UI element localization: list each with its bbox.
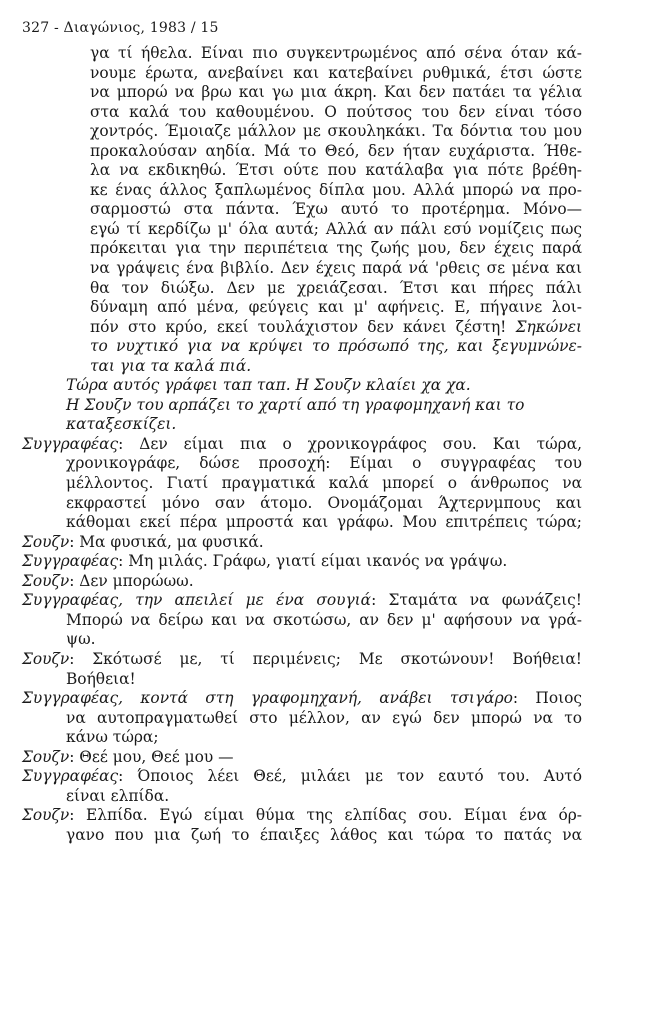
text-segment: : Θεέ μου, Θεέ μου —	[69, 747, 234, 766]
italic-text-segment: Σουζν	[22, 532, 70, 551]
text-line	[22, 787, 582, 807]
text-line	[22, 64, 582, 84]
text-segment: : Μη μιλάς. Γράφω, γιατί είμαι ικανός να γράψω.	[118, 552, 508, 571]
text-line	[22, 748, 582, 768]
text-segment: ψω.	[66, 630, 96, 649]
text-line	[22, 44, 582, 64]
text-segment: να γράψεις ένα βιβλίο. Δεν έχεις παρά νά 'ρθεις σε μένα και	[90, 259, 582, 278]
text-segment: προκαλούσαν αηδία. Μά το Θεό, δεν ήταν ευχάριστα. Ήθε-	[90, 141, 582, 160]
text-segment: δύναμη από μένα, φεύγεις και μ' αφήνεις. Ε, πήγαινε λοι-	[90, 298, 582, 317]
text-segment: γανο που μια ζωή το έπαιξες λάθος και τώρα το πατάς να	[66, 825, 582, 844]
text-segment: : Μα φυσικά, μα φυσικά.	[69, 532, 264, 551]
page-body-text	[22, 44, 582, 845]
text-segment: πρόκειται για την περιπέτεια της ζωής μου, δεν έχεις παρά	[90, 239, 582, 258]
italic-text-segment: ται για τα καλά πιά.	[90, 356, 252, 375]
text-line	[22, 279, 582, 299]
text-line	[22, 611, 582, 631]
text-segment: να αυτοπραγματωθεί στο μέλλον, αν εγώ δεν μπορώ να το	[66, 708, 582, 727]
italic-text-segment: Τώρα αυτός γράφει ταπ ταπ. Η Σουζν κλαίει χα χα.	[66, 376, 471, 395]
text-segment: : Δεν είμαι πια ο χρονικογράφος σου. Και τώρα,	[118, 434, 582, 453]
text-line	[22, 435, 582, 455]
text-segment: Μπορώ να δείρω και να σκοτώσω, αν δεν μ' αφήσουν να γρά-	[66, 610, 582, 629]
text-segment: : Ποιος	[512, 689, 583, 708]
text-line	[22, 318, 582, 338]
text-segment: χοντρός. Έμοιαζε μάλλον με σκουληκάκι. Τα δόντια του μου	[90, 122, 582, 141]
text-line	[22, 806, 582, 826]
text-line	[22, 728, 582, 748]
text-line	[22, 220, 582, 240]
text-line	[22, 572, 582, 592]
text-line	[22, 200, 582, 220]
text-line	[22, 161, 582, 181]
text-line	[22, 454, 582, 474]
text-segment: στα καλά του καθουμένου. Ο πούτσος του δεν είναι τόσο	[90, 102, 582, 121]
text-line	[22, 376, 582, 396]
text-segment: μέλλοντος. Γιατί πραγματικά καλά μπορεί ο άνθρωπος να	[66, 474, 582, 493]
text-segment: : Σταμάτα να φωνάζεις!	[371, 591, 582, 610]
text-line	[22, 767, 582, 787]
text-segment: : Όποιος λέει Θεέ, μιλάει με τον εαυτό του. Αυτό	[118, 767, 582, 786]
text-segment: εγώ τί κερδίζω μ' όλα αυτά; Αλλά αν πάλι εσύ νομίζεις πως	[90, 219, 582, 238]
text-line	[22, 415, 582, 435]
text-line	[22, 337, 582, 357]
text-segment: : Ελπίδα. Εγώ είμαι θύμα της ελπίδας σου. Είμαι ένα όρ-	[69, 806, 582, 825]
italic-text-segment: Συγγραφέας, κοντά στη γραφομηχανή, ανάβει τσιγάρο	[22, 689, 513, 708]
text-line	[22, 591, 582, 611]
text-segment: θα τον διώξω. Δεν με χρειάζεσαι. Έτσι και πήρες πάλι	[90, 278, 582, 297]
text-line	[22, 689, 582, 709]
running-head: 327 - Διαγώνιος, 1983 / 15	[22, 20, 219, 36]
text-line	[22, 181, 582, 201]
text-segment: νουμε έρωτα, ανεβαίνει και κατεβαίνει ρυθμικά, έτσι ώστε	[90, 63, 582, 82]
italic-text-segment: Συγγραφέας	[22, 552, 119, 571]
text-line	[22, 83, 582, 103]
text-line	[22, 396, 582, 416]
italic-text-segment: Η Σουζν του αρπάζει το χαρτί από τη γραφομηχανή και το	[66, 395, 525, 414]
italic-text-segment: Συγγραφέας	[22, 767, 119, 786]
text-line	[22, 259, 582, 279]
text-segment: κάθομαι εκεί πέρα μπροστά και γράφω. Μου επιτρέπεις τώρα;	[66, 513, 582, 532]
text-segment: : Δεν μπορώωω.	[69, 571, 194, 590]
text-line	[22, 239, 582, 259]
text-line	[22, 533, 582, 553]
italic-text-segment: καταξεσκίζει.	[66, 415, 177, 434]
text-segment: πόν στο κρύο, εκεί τουλάχιστον δεν κάνει ζέστη!	[90, 317, 516, 336]
italic-text-segment: Σουζν	[22, 571, 70, 590]
text-line	[22, 494, 582, 514]
text-segment: : Σκότωσέ με, τί περιμένεις; Με σκοτώνουν! Βοήθεια!	[69, 649, 582, 668]
text-segment: να μπορώ να βρω και γω μια άκρη. Και δεν πατάει τα γέλια	[90, 83, 582, 102]
italic-text-segment: Σηκώνει	[515, 317, 582, 336]
text-line	[22, 630, 582, 650]
text-segment: χρονικογράφε, δώσε προσοχή: Είμαι ο συγγραφέας του	[66, 454, 582, 473]
text-line	[22, 357, 582, 377]
text-segment: Βοήθεια!	[66, 669, 136, 688]
text-segment: εκφραστεί μόνο σαν άτομο. Ονομάζομαι Άχτερνμπους και	[66, 493, 582, 512]
italic-text-segment: το νυχτικό για να κρύψει το πρόσωπό της, και ξεγυμνώνε-	[90, 337, 582, 356]
italic-text-segment: Σουζν	[22, 747, 70, 766]
text-line	[22, 670, 582, 690]
text-segment: γα τί ήθελα. Είναι πιο συγκεντρωμένος από σένα όταν κά-	[90, 44, 582, 62]
text-line	[22, 826, 582, 846]
text-segment: κάνω τώρα;	[66, 728, 159, 747]
text-line	[22, 122, 582, 142]
text-line	[22, 650, 582, 670]
italic-text-segment: Σουζν	[22, 649, 70, 668]
text-segment: κε ένας άλλος ξαπλωμένος δίπλα μου. Αλλά μπορώ να προ-	[90, 180, 582, 199]
text-line	[22, 142, 582, 162]
text-line	[22, 709, 582, 729]
italic-text-segment: Σουζν	[22, 806, 70, 825]
text-line	[22, 298, 582, 318]
italic-text-segment: Συγγραφέας, την απειλεί με ένα σουγιά	[22, 591, 372, 610]
text-segment: λα να εκδικηθώ. Έτσι ούτε που κατάλαβα για πότε βρέθη-	[90, 161, 582, 180]
text-segment: σαρμοστώ στα πάντα. Έχω αυτό το προτέρημα. Μόνο—	[90, 200, 582, 219]
text-line	[22, 552, 582, 572]
text-line	[22, 103, 582, 123]
text-line	[22, 513, 582, 533]
text-line	[22, 474, 582, 494]
italic-text-segment: Συγγραφέας	[22, 434, 119, 453]
text-segment: είναι ελπίδα.	[66, 786, 170, 805]
